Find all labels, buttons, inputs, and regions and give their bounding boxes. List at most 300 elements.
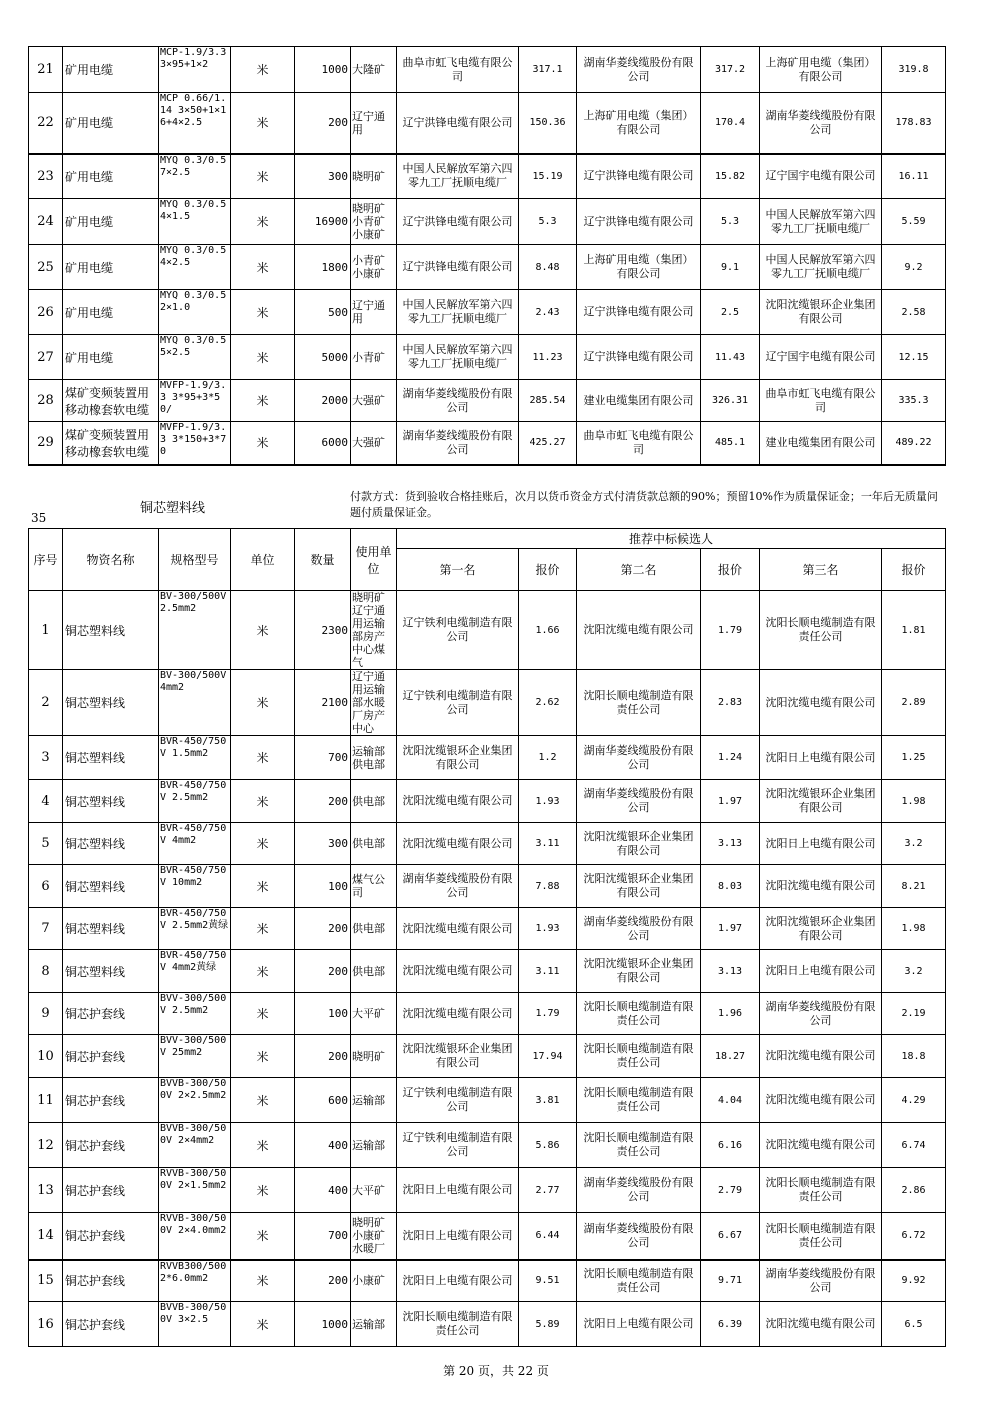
table-row — [29, 1168, 946, 1213]
cell-unit: 米 — [231, 1213, 295, 1260]
table-row — [29, 245, 946, 290]
cell-c1: 中国人民解放军第六四零九工厂抚顺电缆厂 — [397, 335, 519, 380]
table-row — [29, 93, 946, 154]
cell-p2: 6.16 — [701, 1123, 760, 1168]
cell-c2: 湖南华菱线缆股份有限公司 — [577, 736, 701, 780]
cell-qty: 5000 — [295, 335, 351, 380]
section-number: 35 — [31, 511, 47, 525]
cell-spec: BVVB-300/500V 3×2.5 — [159, 1302, 231, 1347]
cell-p2: 6.67 — [701, 1213, 760, 1260]
cell-p3: 8.21 — [882, 865, 946, 908]
cell-p2: 15.82 — [701, 154, 760, 199]
cell-p3: 178.83 — [882, 93, 946, 154]
cell-unit: 米 — [231, 780, 295, 823]
cell-spec: BVR-450/750V 2.5mm2黄绿 — [159, 908, 231, 950]
cell-dept: 供电部 — [351, 823, 397, 865]
cell-c3: 湖南华菱线缆股份有限公司 — [760, 993, 882, 1035]
cell-name: 铜芯护套线 — [63, 1123, 159, 1168]
cell-p1: 3.11 — [519, 950, 577, 993]
cell-c3: 上海矿用电缆（集团）有限公司 — [760, 47, 882, 93]
cell-p3: 9.92 — [882, 1260, 946, 1302]
cell-c3: 沈阳沈缆银环企业集团有限公司 — [760, 908, 882, 950]
cell-p2: 2.79 — [701, 1168, 760, 1213]
cell-p1: 5.3 — [519, 199, 577, 245]
cell-c3: 辽宁国宇电缆有限公司 — [760, 335, 882, 380]
cell-p1: 2.62 — [519, 670, 577, 736]
cell-unit: 米 — [231, 93, 295, 154]
cell-c3: 沈阳沈缆电缆有限公司 — [760, 865, 882, 908]
cell-p1: 9.51 — [519, 1260, 577, 1302]
table-row — [29, 670, 946, 736]
cell-qty: 2000 — [295, 380, 351, 422]
cell-p3: 2.19 — [882, 993, 946, 1035]
header-name: 物资名称 — [63, 529, 159, 591]
cell-p2: 3.13 — [701, 950, 760, 993]
cell-c2: 沈阳沈缆银环企业集团有限公司 — [577, 823, 701, 865]
cell-c1: 沈阳沈缆银环企业集团有限公司 — [397, 1035, 519, 1078]
cell-p2: 1.97 — [701, 908, 760, 950]
cell-p1: 1.93 — [519, 780, 577, 823]
cell-name: 矿用电缆 — [63, 335, 159, 380]
cell-c3: 湖南华菱线缆股份有限公司 — [760, 1260, 882, 1302]
cell-c2: 湖南华菱线缆股份有限公司 — [577, 1168, 701, 1213]
header-price3: 报价 — [882, 549, 946, 591]
header-recommend: 推荐中标候选人 — [397, 529, 946, 549]
cell-no: 14 — [29, 1213, 63, 1260]
cell-qty: 300 — [295, 823, 351, 865]
cell-dept: 小康矿 — [351, 1260, 397, 1302]
cell-name: 矿用电缆 — [63, 93, 159, 154]
table-row — [29, 422, 946, 465]
cell-name: 矿用电缆 — [63, 290, 159, 335]
cell-c1: 沈阳沈缆电缆有限公司 — [397, 823, 519, 865]
cell-p3: 16.11 — [882, 154, 946, 199]
cell-no: 5 — [29, 823, 63, 865]
cell-qty: 200 — [295, 950, 351, 993]
cell-qty: 16900 — [295, 199, 351, 245]
cell-qty: 200 — [295, 93, 351, 154]
cell-no: 6 — [29, 865, 63, 908]
cell-no: 1 — [29, 591, 63, 670]
cell-c1: 辽宁洪锋电缆有限公司 — [397, 245, 519, 290]
cell-name: 铜芯塑料线 — [63, 780, 159, 823]
cell-qty: 400 — [295, 1123, 351, 1168]
cell-spec: BVR-450/750V 4mm2黄绿 — [159, 950, 231, 993]
cell-c3: 沈阳沈缆电缆有限公司 — [760, 670, 882, 736]
cell-spec: BV-300/500V 4mm2 — [159, 670, 231, 736]
cell-c3: 中国人民解放军第六四零九工厂抚顺电缆厂 — [760, 245, 882, 290]
table-row — [29, 335, 946, 380]
cell-no: 9 — [29, 993, 63, 1035]
header-first: 第一名 — [397, 549, 519, 591]
cell-p2: 9.71 — [701, 1260, 760, 1302]
cell-c1: 湖南华菱线缆股份有限公司 — [397, 865, 519, 908]
cell-p3: 1.25 — [882, 736, 946, 780]
cell-c3: 沈阳日上电缆有限公司 — [760, 950, 882, 993]
cell-c2: 沈阳长顺电缆制造有限责任公司 — [577, 1035, 701, 1078]
cell-no: 8 — [29, 950, 63, 993]
cell-spec: BVR-450/750V 4mm2 — [159, 823, 231, 865]
table-row — [29, 1123, 946, 1168]
cell-p1: 5.89 — [519, 1302, 577, 1347]
table-row — [29, 780, 946, 823]
cell-spec: BVR-450/750V 1.5mm2 — [159, 736, 231, 780]
cell-p3: 12.15 — [882, 335, 946, 380]
cell-name: 铜芯塑料线 — [63, 865, 159, 908]
cell-c1: 沈阳日上电缆有限公司 — [397, 1213, 519, 1260]
cell-unit: 米 — [231, 908, 295, 950]
cell-unit: 米 — [231, 993, 295, 1035]
header-qty: 数量 — [295, 529, 351, 591]
cell-unit: 米 — [231, 1302, 295, 1347]
cell-spec: RVVB-300/500V 2×1.5mm2 — [159, 1168, 231, 1213]
cell-spec: MYQ 0.3/0.5 4×2.5 — [159, 245, 231, 290]
cell-p2: 317.2 — [701, 47, 760, 93]
cell-spec: MCP-1.9/3.3 3×95+1×2 — [159, 47, 231, 93]
cell-c1: 沈阳长顺电缆制造有限责任公司 — [397, 1302, 519, 1347]
cell-p1: 3.11 — [519, 823, 577, 865]
cell-p2: 2.5 — [701, 290, 760, 335]
cell-p2: 18.27 — [701, 1035, 760, 1078]
cell-p3: 6.74 — [882, 1123, 946, 1168]
cell-c3: 湖南华菱线缆股份有限公司 — [760, 93, 882, 154]
cell-p1: 8.48 — [519, 245, 577, 290]
table-row — [29, 823, 946, 865]
cell-c2: 沈阳长顺电缆制造有限责任公司 — [577, 1078, 701, 1123]
cell-c1: 沈阳沈缆电缆有限公司 — [397, 950, 519, 993]
cell-dept: 晓明矿小康矿水暖厂 — [351, 1213, 397, 1260]
cell-name: 铜芯塑料线 — [63, 736, 159, 780]
cell-no: 4 — [29, 780, 63, 823]
cell-name: 矿用电缆 — [63, 154, 159, 199]
cell-unit: 米 — [231, 1260, 295, 1302]
cell-c2: 辽宁洪锋电缆有限公司 — [577, 290, 701, 335]
table-row — [29, 290, 946, 335]
cell-qty: 500 — [295, 290, 351, 335]
cell-p3: 6.72 — [882, 1213, 946, 1260]
cell-dept: 晓明矿小青矿小康矿 — [351, 199, 397, 245]
cell-unit: 米 — [231, 591, 295, 670]
table-row — [29, 1302, 946, 1347]
copper-wire-table — [28, 528, 946, 1347]
cell-spec: MVFP-1.9/3.3 3*95+3*50/ — [159, 380, 231, 422]
cell-spec: BVR-450/750V 10mm2 — [159, 865, 231, 908]
cell-spec: BVV-300/500V 25mm2 — [159, 1035, 231, 1078]
table-row — [29, 736, 946, 780]
cell-name: 铜芯护套线 — [63, 993, 159, 1035]
cell-qty: 1800 — [295, 245, 351, 290]
cell-c3: 建业电缆集团有限公司 — [760, 422, 882, 465]
cell-name: 铜芯护套线 — [63, 1213, 159, 1260]
table-row — [29, 380, 946, 422]
cell-c2: 辽宁洪锋电缆有限公司 — [577, 335, 701, 380]
cell-c3: 沈阳沈缆电缆有限公司 — [760, 1302, 882, 1347]
table-row — [29, 1260, 946, 1302]
cell-name: 铜芯塑料线 — [63, 591, 159, 670]
cell-unit: 米 — [231, 865, 295, 908]
cell-spec: BV-300/500V 2.5mm2 — [159, 591, 231, 670]
header-dept: 使用单位 — [351, 529, 397, 591]
cell-name: 矿用电缆 — [63, 245, 159, 290]
cell-qty: 2300 — [295, 591, 351, 670]
cell-p2: 1.96 — [701, 993, 760, 1035]
cell-p2: 326.31 — [701, 380, 760, 422]
cell-p3: 4.29 — [882, 1078, 946, 1123]
cell-c2: 沈阳沈缆电缆有限公司 — [577, 591, 701, 670]
cell-p3: 1.98 — [882, 908, 946, 950]
cell-c1: 湖南华菱线缆股份有限公司 — [397, 380, 519, 422]
cell-p3: 5.59 — [882, 199, 946, 245]
cell-c2: 沈阳沈缆银环企业集团有限公司 — [577, 950, 701, 993]
cell-dept: 晓明矿 — [351, 1035, 397, 1078]
cell-p1: 15.19 — [519, 154, 577, 199]
cell-c2: 辽宁洪锋电缆有限公司 — [577, 199, 701, 245]
cell-p3: 489.22 — [882, 422, 946, 465]
cell-p2: 8.03 — [701, 865, 760, 908]
cell-dept: 辽宁通用 — [351, 290, 397, 335]
cell-dept: 大强矿 — [351, 380, 397, 422]
cell-c2: 建业电缆集团有限公司 — [577, 380, 701, 422]
header-no: 序号 — [29, 529, 63, 591]
cell-p1: 1.79 — [519, 993, 577, 1035]
cell-no: 16 — [29, 1302, 63, 1347]
cell-name: 煤矿变频装置用移动橡套软电缆 — [63, 422, 159, 465]
cell-p1: 3.81 — [519, 1078, 577, 1123]
cell-p3: 18.8 — [882, 1035, 946, 1078]
cell-dept: 运输部供电部 — [351, 736, 397, 780]
header-second: 第二名 — [577, 549, 701, 591]
cell-c2: 沈阳长顺电缆制造有限责任公司 — [577, 670, 701, 736]
cell-no: 29 — [29, 422, 63, 465]
cell-unit: 米 — [231, 823, 295, 865]
cell-c1: 辽宁铁利电缆制造有限公司 — [397, 591, 519, 670]
cell-c1: 辽宁铁利电缆制造有限公司 — [397, 1123, 519, 1168]
cell-p1: 6.44 — [519, 1213, 577, 1260]
cell-spec: MVFP-1.9/3.3 3*150+3*70 — [159, 422, 231, 465]
table-row — [29, 865, 946, 908]
page-footer: 第 20 页，共 22 页 — [443, 1364, 549, 1378]
cell-p1: 1.2 — [519, 736, 577, 780]
table-row — [29, 47, 946, 93]
header-price2: 报价 — [701, 549, 760, 591]
cell-c3: 曲阜市虹飞电缆有限公司 — [760, 380, 882, 422]
cell-c2: 沈阳长顺电缆制造有限责任公司 — [577, 1260, 701, 1302]
cell-dept: 供电部 — [351, 908, 397, 950]
cell-dept: 晓明矿 — [351, 154, 397, 199]
section-title: 铜芯塑料线 — [140, 501, 206, 516]
table-row — [29, 199, 946, 245]
cell-dept: 运输部 — [351, 1123, 397, 1168]
cell-spec: BVR-450/750V 2.5mm2 — [159, 780, 231, 823]
cell-dept: 大平矿 — [351, 1168, 397, 1213]
cell-qty: 600 — [295, 1078, 351, 1123]
cell-c1: 曲阜市虹飞电缆有限公司 — [397, 47, 519, 93]
cell-spec: MCP 0.66/1.14 3×50+1×1 6+4×2.5 — [159, 93, 231, 154]
cell-no: 12 — [29, 1123, 63, 1168]
cell-spec: BVVB-300/500V 2×4mm2 — [159, 1123, 231, 1168]
cell-c1: 沈阳沈缆银环企业集团有限公司 — [397, 736, 519, 780]
cell-no: 7 — [29, 908, 63, 950]
cell-c1: 沈阳沈缆电缆有限公司 — [397, 780, 519, 823]
cell-c1: 辽宁铁利电缆制造有限公司 — [397, 670, 519, 736]
table-row — [29, 591, 946, 670]
cell-no: 11 — [29, 1078, 63, 1123]
cell-name: 铜芯护套线 — [63, 1260, 159, 1302]
cell-qty: 200 — [295, 908, 351, 950]
cell-c3: 沈阳沈缆电缆有限公司 — [760, 1078, 882, 1123]
cell-no: 24 — [29, 199, 63, 245]
cell-unit: 米 — [231, 47, 295, 93]
cell-c1: 辽宁洪锋电缆有限公司 — [397, 199, 519, 245]
cell-c1: 辽宁铁利电缆制造有限公司 — [397, 1078, 519, 1123]
cell-p1: 2.77 — [519, 1168, 577, 1213]
cell-no: 22 — [29, 93, 63, 154]
cell-c2: 曲阜市虹飞电缆有限公司 — [577, 422, 701, 465]
cell-spec: MYQ 0.3/0.5 2×1.0 — [159, 290, 231, 335]
cell-qty: 200 — [295, 780, 351, 823]
cell-c2: 辽宁洪锋电缆有限公司 — [577, 154, 701, 199]
cell-dept: 辽宁通用 — [351, 93, 397, 154]
cell-c2: 湖南华菱线缆股份有限公司 — [577, 1213, 701, 1260]
cell-c3: 沈阳日上电缆有限公司 — [760, 823, 882, 865]
cell-no: 28 — [29, 380, 63, 422]
cell-c2: 上海矿用电缆（集团）有限公司 — [577, 245, 701, 290]
cell-qty: 6000 — [295, 422, 351, 465]
cell-spec: BVVB-300/500V 2×2.5mm2 — [159, 1078, 231, 1123]
cell-unit: 米 — [231, 736, 295, 780]
cell-unit: 米 — [231, 1123, 295, 1168]
cell-qty: 100 — [295, 993, 351, 1035]
cell-dept: 小青矿 — [351, 335, 397, 380]
cell-p2: 5.3 — [701, 199, 760, 245]
cell-c3: 沈阳日上电缆有限公司 — [760, 736, 882, 780]
cell-unit: 米 — [231, 1035, 295, 1078]
cell-p2: 1.24 — [701, 736, 760, 780]
cell-unit: 米 — [231, 199, 295, 245]
table-row — [29, 993, 946, 1035]
cell-c3: 沈阳长顺电缆制造有限责任公司 — [760, 1213, 882, 1260]
cell-dept: 煤气公司 — [351, 865, 397, 908]
cell-p2: 4.04 — [701, 1078, 760, 1123]
cell-p3: 9.2 — [882, 245, 946, 290]
cell-unit: 米 — [231, 154, 295, 199]
cell-p3: 2.58 — [882, 290, 946, 335]
cell-qty: 200 — [295, 1035, 351, 1078]
cell-no: 26 — [29, 290, 63, 335]
cell-unit: 米 — [231, 245, 295, 290]
cell-c3: 沈阳沈缆银环企业集团有限公司 — [760, 780, 882, 823]
cell-c2: 沈阳长顺电缆制造有限责任公司 — [577, 993, 701, 1035]
cell-name: 铜芯塑料线 — [63, 950, 159, 993]
cell-p1: 285.54 — [519, 380, 577, 422]
cell-spec: RVVB300/500 2*6.0mm2 — [159, 1260, 231, 1302]
cell-no: 3 — [29, 736, 63, 780]
cell-p2: 2.83 — [701, 670, 760, 736]
cell-c1: 辽宁洪锋电缆有限公司 — [397, 93, 519, 154]
cell-c2: 沈阳日上电缆有限公司 — [577, 1302, 701, 1347]
cell-qty: 2100 — [295, 670, 351, 736]
cell-name: 铜芯护套线 — [63, 1302, 159, 1347]
cell-c2: 上海矿用电缆（集团）有限公司 — [577, 93, 701, 154]
cell-p3: 2.89 — [882, 670, 946, 736]
payment-terms: 付款方式：货到验收合格挂账后，次月以货币资金方式付清货款总额的90%；预留10%作为质量保证金；一年后无质量问题付质量保证金。 — [350, 490, 938, 519]
cell-no: 25 — [29, 245, 63, 290]
cell-c2: 沈阳长顺电缆制造有限责任公司 — [577, 1123, 701, 1168]
cell-c3: 辽宁国宇电缆有限公司 — [760, 154, 882, 199]
cell-p1: 425.27 — [519, 422, 577, 465]
cell-no: 13 — [29, 1168, 63, 1213]
cell-dept: 大隆矿 — [351, 47, 397, 93]
header-third: 第三名 — [760, 549, 882, 591]
cell-qty: 300 — [295, 154, 351, 199]
cell-p1: 150.36 — [519, 93, 577, 154]
cell-p2: 6.39 — [701, 1302, 760, 1347]
cell-unit: 米 — [231, 335, 295, 380]
cell-c1: 中国人民解放军第六四零九工厂抚顺电缆厂 — [397, 154, 519, 199]
cell-dept: 晓明矿辽宁通用运输部房产中心煤气 — [351, 591, 397, 670]
cell-name: 煤矿变频装置用移动橡套软电缆 — [63, 380, 159, 422]
cell-p3: 335.3 — [882, 380, 946, 422]
cell-name: 铜芯塑料线 — [63, 908, 159, 950]
cell-spec: MYQ 0.3/0.5 7×2.5 — [159, 154, 231, 199]
cell-name: 铜芯护套线 — [63, 1168, 159, 1213]
cell-spec: RVVB-300/500V 2×4.0mm2 — [159, 1213, 231, 1260]
cell-p2: 9.1 — [701, 245, 760, 290]
cell-c1: 沈阳沈缆电缆有限公司 — [397, 908, 519, 950]
cell-p1: 11.23 — [519, 335, 577, 380]
header-price1: 报价 — [519, 549, 577, 591]
cell-dept: 供电部 — [351, 950, 397, 993]
cell-c1: 沈阳日上电缆有限公司 — [397, 1260, 519, 1302]
cell-name: 铜芯塑料线 — [63, 670, 159, 736]
cell-p1: 17.94 — [519, 1035, 577, 1078]
cell-unit: 米 — [231, 670, 295, 736]
cell-qty: 700 — [295, 1213, 351, 1260]
cell-c2: 湖南华菱线缆股份有限公司 — [577, 780, 701, 823]
cell-p1: 7.88 — [519, 865, 577, 908]
cell-c3: 沈阳沈缆银环企业集团有限公司 — [760, 290, 882, 335]
cell-p2: 1.79 — [701, 591, 760, 670]
cell-c2: 沈阳沈缆银环企业集团有限公司 — [577, 865, 701, 908]
cell-unit: 米 — [231, 422, 295, 465]
cell-p2: 485.1 — [701, 422, 760, 465]
cell-unit: 米 — [231, 1168, 295, 1213]
cell-name: 矿用电缆 — [63, 199, 159, 245]
cell-c3: 沈阳沈缆电缆有限公司 — [760, 1123, 882, 1168]
cell-p3: 2.86 — [882, 1168, 946, 1213]
cell-p2: 170.4 — [701, 93, 760, 154]
cell-c1: 沈阳日上电缆有限公司 — [397, 1168, 519, 1213]
table-row — [29, 908, 946, 950]
table-row — [29, 154, 946, 199]
cell-name: 铜芯塑料线 — [63, 823, 159, 865]
cell-qty: 700 — [295, 736, 351, 780]
cell-c2: 湖南华菱线缆股份有限公司 — [577, 908, 701, 950]
cell-p3: 1.98 — [882, 780, 946, 823]
cell-p1: 1.93 — [519, 908, 577, 950]
cell-unit: 米 — [231, 1078, 295, 1123]
cell-c3: 沈阳长顺电缆制造有限责任公司 — [760, 591, 882, 670]
cell-p2: 3.13 — [701, 823, 760, 865]
cell-spec: MYQ 0.3/0.5 4×1.5 — [159, 199, 231, 245]
cable-table-continued — [28, 46, 946, 466]
cell-c2: 湖南华菱线缆股份有限公司 — [577, 47, 701, 93]
header-unit: 单位 — [231, 529, 295, 591]
cell-p3: 1.81 — [882, 591, 946, 670]
cell-c3: 中国人民解放军第六四零九工厂抚顺电缆厂 — [760, 199, 882, 245]
cell-p1: 317.1 — [519, 47, 577, 93]
cell-p3: 6.5 — [882, 1302, 946, 1347]
